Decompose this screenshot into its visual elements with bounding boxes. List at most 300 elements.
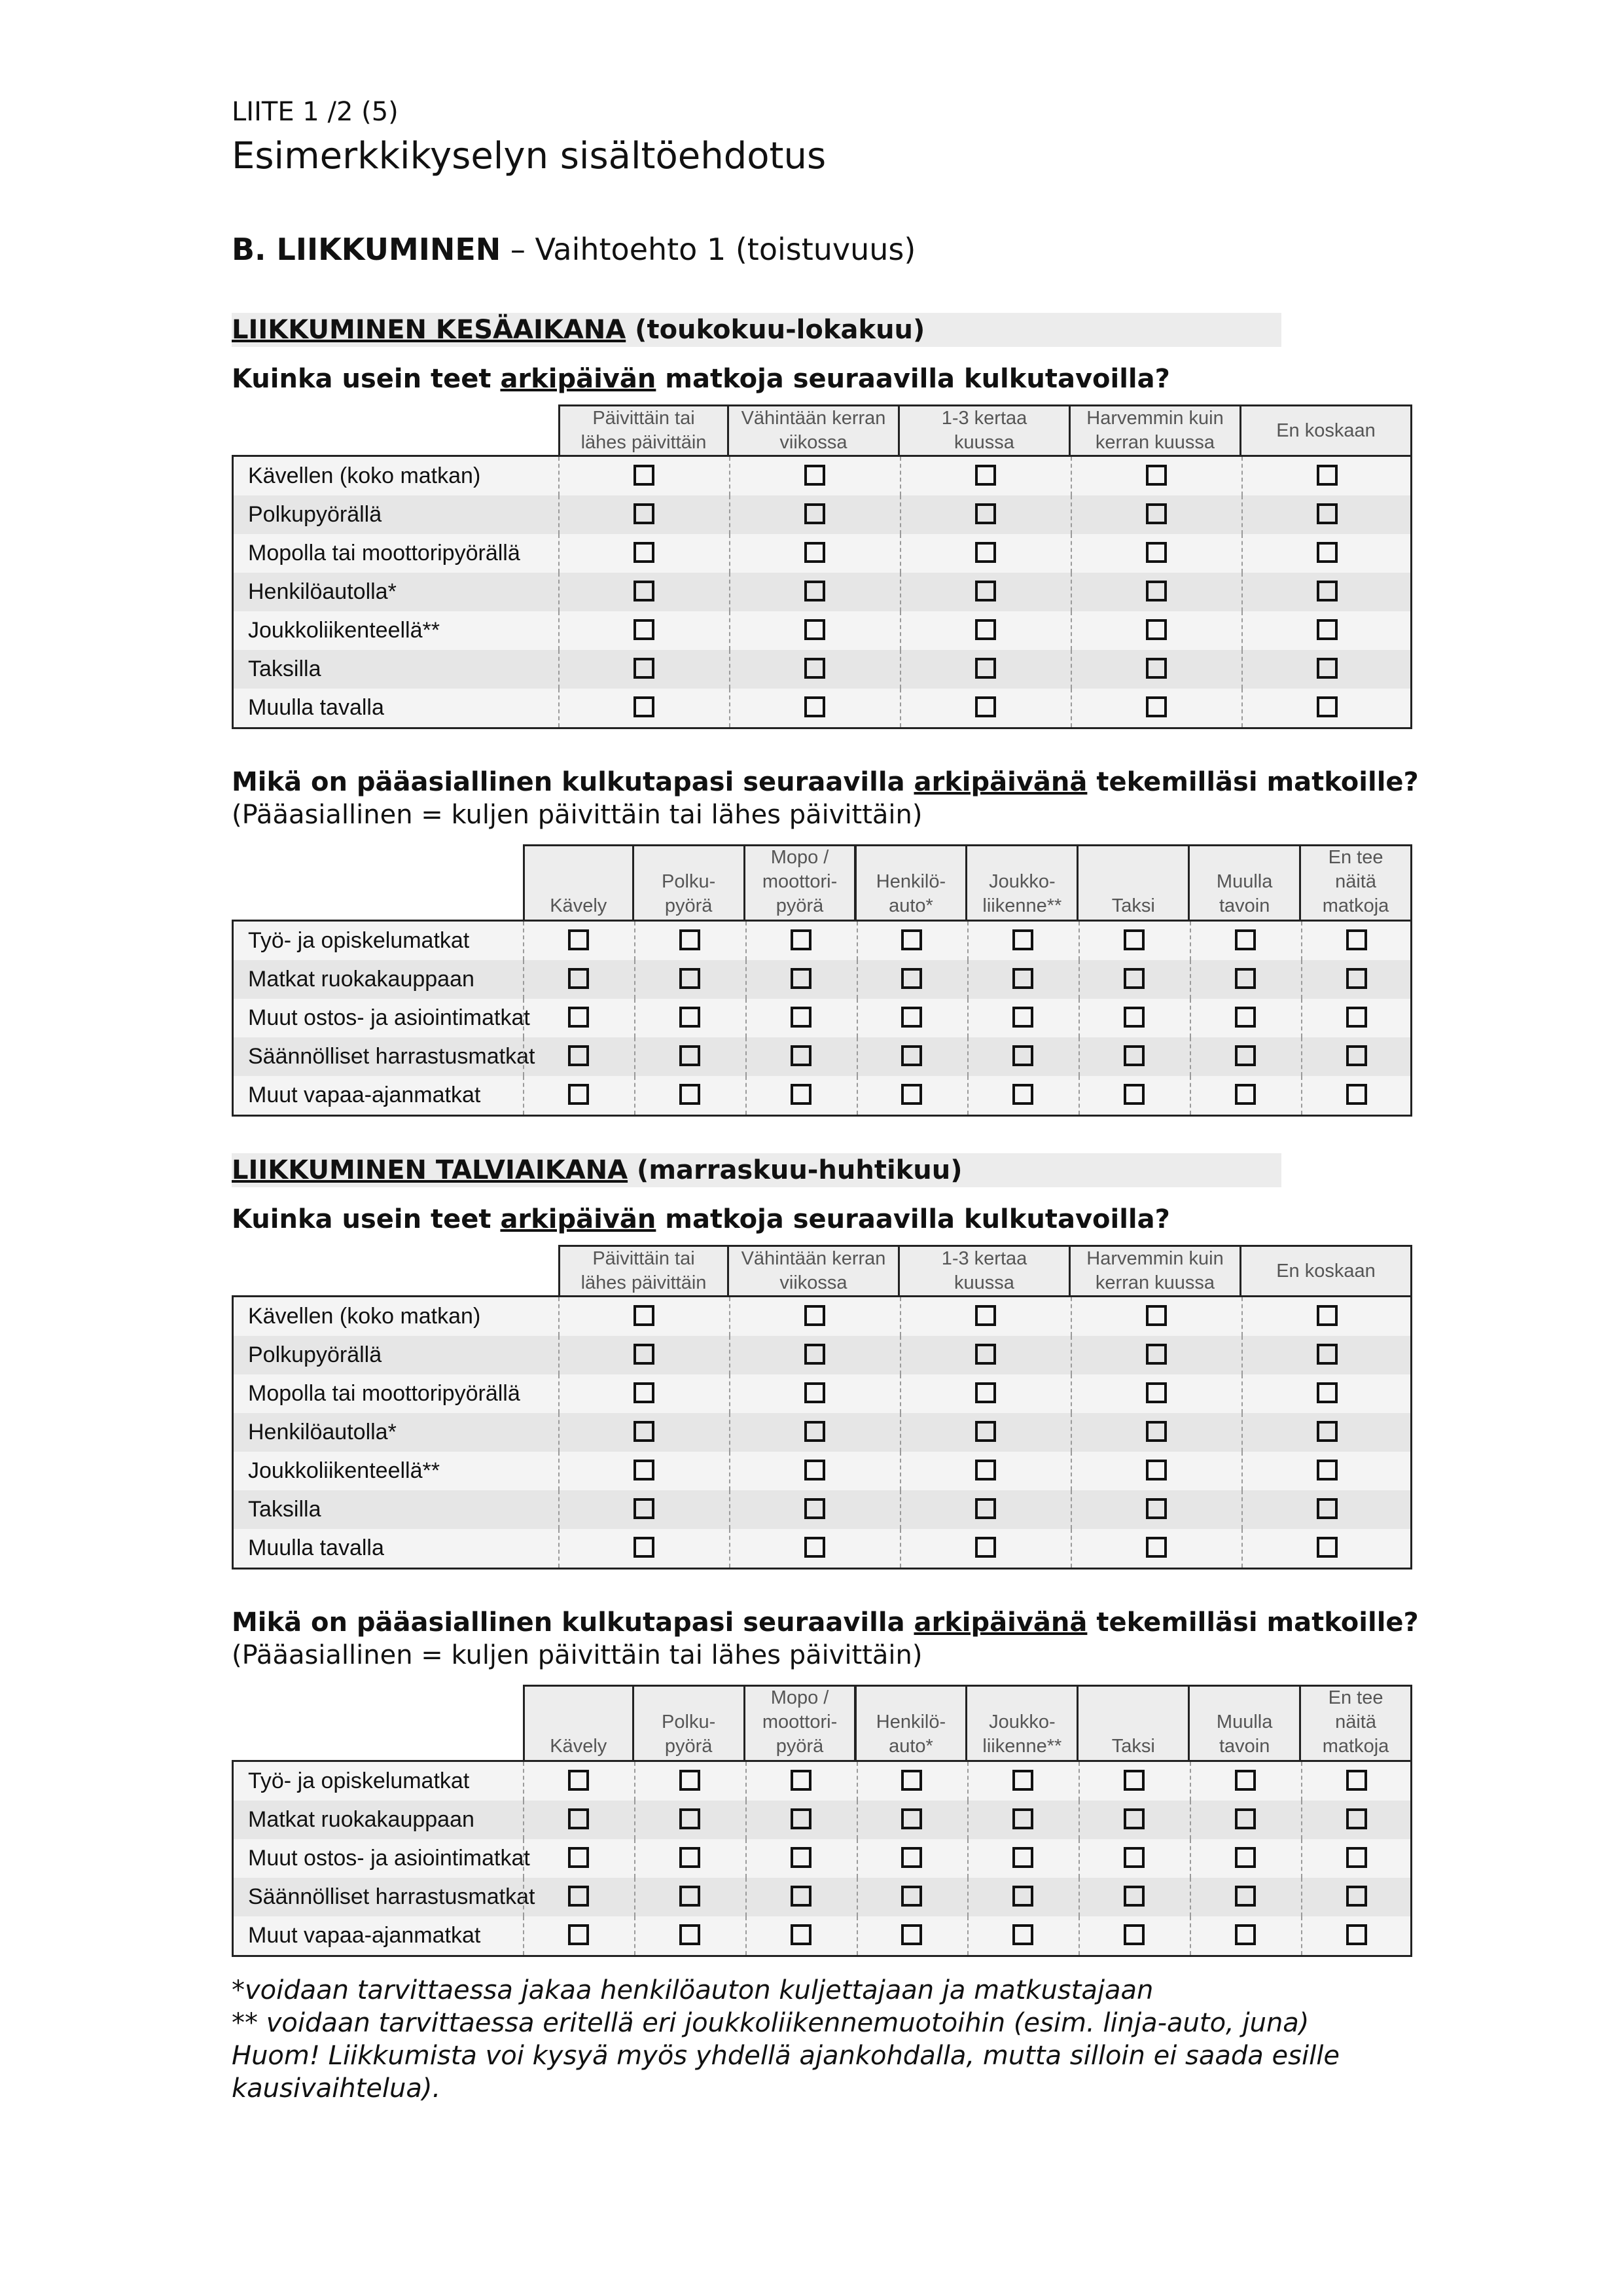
column-separator — [900, 1336, 901, 1374]
column-header — [1069, 1245, 1241, 1297]
checkbox[interactable] — [901, 1770, 922, 1791]
column-header-line: auto* — [889, 1736, 933, 1757]
column-separator — [967, 1037, 969, 1076]
checkbox[interactable] — [1012, 1084, 1033, 1105]
checkbox[interactable] — [1235, 1007, 1256, 1028]
checkbox[interactable] — [1317, 503, 1338, 524]
column-header-line: Vähintään kerran — [741, 408, 886, 429]
checkbox[interactable] — [568, 1007, 589, 1028]
column-header-line: kerran kuussa — [1095, 1272, 1215, 1293]
column-header-line: Joukko- — [989, 1712, 1056, 1732]
column-separator — [900, 1529, 901, 1568]
table-row — [234, 1336, 1410, 1374]
checkbox[interactable] — [975, 619, 996, 640]
column-separator — [1241, 495, 1243, 534]
table-row — [234, 1374, 1410, 1413]
checkbox[interactable] — [633, 658, 654, 679]
winter-question-frequency — [232, 1204, 1170, 1234]
checkbox[interactable] — [1124, 1084, 1145, 1105]
column-header-line: näitä — [1335, 1712, 1376, 1732]
checkbox[interactable] — [1012, 1847, 1033, 1868]
checkbox[interactable] — [1235, 1045, 1256, 1066]
checkbox[interactable] — [1317, 696, 1338, 717]
checkbox[interactable] — [633, 1421, 654, 1442]
column-header-line: Harvemmin kuin — [1086, 1248, 1224, 1269]
checkbox[interactable] — [901, 1045, 922, 1066]
checkbox[interactable] — [1235, 968, 1256, 989]
summer-band-main: LIIKKUMINEN KESÄAIKANA — [232, 315, 626, 345]
column-header-line: 1-3 kertaa — [941, 1248, 1027, 1269]
column-separator — [857, 1916, 858, 1955]
checkbox[interactable] — [1235, 929, 1256, 950]
column-separator — [634, 1878, 635, 1916]
column-separator — [1079, 1916, 1080, 1955]
column-header — [523, 844, 634, 922]
column-header — [1188, 844, 1301, 922]
column-header-line: näitä — [1335, 871, 1376, 892]
column-header-line: pyörä — [664, 1736, 713, 1757]
q-text: Mikä on pääasiallinen kulkutapasi seuraavilla — [232, 1607, 914, 1638]
winter-question-mode — [232, 1607, 1419, 1638]
checkbox[interactable] — [679, 968, 700, 989]
checkbox[interactable] — [568, 1924, 589, 1945]
column-separator — [967, 1878, 969, 1916]
checkbox[interactable] — [1146, 1498, 1167, 1519]
column-separator — [1301, 1878, 1302, 1916]
checkbox[interactable] — [791, 1847, 812, 1868]
checkbox[interactable] — [633, 1382, 654, 1403]
column-header-line: tavoin — [1219, 895, 1270, 916]
checkbox[interactable] — [804, 581, 825, 601]
column-header — [965, 844, 1079, 922]
checkbox[interactable] — [568, 929, 589, 950]
column-separator — [857, 1839, 858, 1878]
column-separator — [1071, 495, 1072, 534]
checkbox[interactable] — [679, 1808, 700, 1829]
checkbox[interactable] — [791, 1007, 812, 1028]
checkbox[interactable] — [1124, 1007, 1145, 1028]
row-label: Taksilla — [248, 1497, 321, 1522]
column-separator — [900, 689, 901, 727]
checkbox[interactable] — [1146, 1382, 1167, 1403]
checkbox[interactable] — [1146, 696, 1167, 717]
checkbox[interactable] — [679, 1045, 700, 1066]
checkbox[interactable] — [1146, 619, 1167, 640]
column-separator — [1190, 1801, 1191, 1839]
checkbox[interactable] — [1346, 1808, 1367, 1829]
checkbox[interactable] — [791, 929, 812, 950]
attachment-label: LIITE 1 /2 (5) — [232, 97, 399, 127]
checkbox[interactable] — [1146, 465, 1167, 486]
checkbox[interactable] — [975, 1460, 996, 1480]
column-separator — [745, 1878, 747, 1916]
table-row — [234, 922, 1410, 960]
checkbox[interactable] — [1146, 542, 1167, 563]
column-separator — [967, 922, 969, 960]
q-text: Mikä on pääasiallinen kulkutapasi seuraavilla — [232, 767, 914, 797]
checkbox[interactable] — [1317, 619, 1338, 640]
row-label: Muulla tavalla — [248, 695, 384, 720]
row-label: Matkat ruokakauppaan — [248, 967, 474, 992]
checkbox[interactable] — [1146, 1305, 1167, 1326]
checkbox[interactable] — [1317, 581, 1338, 601]
checkbox[interactable] — [1317, 465, 1338, 486]
checkbox[interactable] — [633, 503, 654, 524]
checkbox[interactable] — [791, 1924, 812, 1945]
column-header-line: kuussa — [954, 1272, 1014, 1293]
checkbox[interactable] — [568, 1084, 589, 1105]
checkbox[interactable] — [1317, 658, 1338, 679]
checkbox[interactable] — [1317, 1421, 1338, 1442]
row-label: Polkupyörällä — [248, 502, 382, 527]
checkbox[interactable] — [804, 619, 825, 640]
column-header-line: auto* — [889, 895, 933, 916]
column-separator — [857, 1801, 858, 1839]
checkbox[interactable] — [1124, 929, 1145, 950]
checkbox[interactable] — [901, 1886, 922, 1907]
column-separator — [857, 999, 858, 1037]
q-text: Kuinka usein teet — [232, 364, 501, 394]
column-separator — [1301, 960, 1302, 999]
column-header-line: matkoja — [1322, 895, 1389, 916]
checkbox[interactable] — [975, 1344, 996, 1365]
checkbox[interactable] — [901, 1924, 922, 1945]
column-separator — [1071, 1413, 1072, 1452]
table-row — [234, 1413, 1410, 1452]
checkbox[interactable] — [1146, 1421, 1167, 1442]
checkbox[interactable] — [1235, 1886, 1256, 1907]
checkbox[interactable] — [1346, 1007, 1367, 1028]
column-header-line: Kävely — [550, 895, 607, 916]
footnote-3: Huom! Liikkumista voi kysyä myös yhdellä ajankohdalla, mutta silloin ei saada esille — [232, 2041, 1340, 2071]
checkbox[interactable] — [1012, 1007, 1033, 1028]
checkbox[interactable] — [804, 1537, 825, 1558]
column-separator — [1241, 573, 1243, 611]
table-row — [234, 611, 1410, 650]
column-header — [898, 1245, 1071, 1297]
column-separator — [558, 1490, 560, 1529]
checkbox[interactable] — [633, 1460, 654, 1480]
checkbox[interactable] — [633, 1305, 654, 1326]
checkbox[interactable] — [1346, 1084, 1367, 1105]
checkbox[interactable] — [901, 929, 922, 950]
checkbox[interactable] — [975, 1382, 996, 1403]
checkbox[interactable] — [679, 1886, 700, 1907]
checkbox[interactable] — [1317, 1460, 1338, 1480]
column-separator — [967, 1762, 969, 1801]
checkbox[interactable] — [679, 1007, 700, 1028]
column-separator — [1190, 960, 1191, 999]
table-body — [232, 1295, 1412, 1570]
checkbox[interactable] — [679, 929, 700, 950]
table-row — [234, 1490, 1410, 1529]
column-separator — [900, 1297, 901, 1336]
column-separator — [634, 1076, 635, 1115]
checkbox[interactable] — [791, 968, 812, 989]
checkbox[interactable] — [804, 1382, 825, 1403]
checkbox[interactable] — [791, 1045, 812, 1066]
checkbox[interactable] — [1346, 929, 1367, 950]
summer-frequency-table — [232, 404, 1412, 729]
row-label: Muulla tavalla — [248, 1535, 384, 1560]
column-header — [743, 1685, 857, 1762]
checkbox[interactable] — [1124, 1770, 1145, 1791]
column-separator — [1079, 1878, 1080, 1916]
checkbox[interactable] — [1012, 1808, 1033, 1829]
checkbox[interactable] — [1012, 1886, 1033, 1907]
column-separator — [523, 1878, 524, 1916]
column-header-line: Mopo / — [770, 847, 829, 868]
row-label: Työ- ja opiskelumatkat — [248, 1768, 470, 1793]
column-separator — [1079, 1839, 1080, 1878]
column-separator — [1241, 611, 1243, 650]
summer-mode-table — [232, 844, 1412, 1117]
column-separator — [900, 1490, 901, 1529]
checkbox[interactable] — [1235, 1924, 1256, 1945]
q-text: tekemilläsi matkoille? — [1087, 767, 1419, 797]
checkbox[interactable] — [1235, 1808, 1256, 1829]
column-header-line: Taksi — [1111, 895, 1155, 916]
checkbox[interactable] — [633, 542, 654, 563]
checkbox[interactable] — [1146, 1344, 1167, 1365]
checkbox[interactable] — [804, 503, 825, 524]
table-row — [234, 1452, 1410, 1490]
checkbox[interactable] — [568, 968, 589, 989]
footnote-2: ** voidaan tarvittaessa eritellä eri joukkoliikennemuotoihin (esim. linja-auto, juna) — [232, 2008, 1310, 2038]
checkbox[interactable] — [1146, 1460, 1167, 1480]
checkbox[interactable] — [975, 1498, 996, 1519]
checkbox[interactable] — [568, 1808, 589, 1829]
checkbox[interactable] — [1012, 1045, 1033, 1066]
column-separator — [857, 1878, 858, 1916]
column-separator — [967, 1801, 969, 1839]
checkbox[interactable] — [1346, 1045, 1367, 1066]
checkbox[interactable] — [1012, 929, 1033, 950]
column-separator — [967, 1839, 969, 1878]
checkbox[interactable] — [1012, 968, 1033, 989]
column-separator — [558, 457, 560, 495]
checkbox[interactable] — [633, 1498, 654, 1519]
column-header-line: pyörä — [776, 1736, 824, 1757]
column-separator — [900, 495, 901, 534]
column-separator — [523, 1839, 524, 1878]
checkbox[interactable] — [975, 542, 996, 563]
row-label: Muut vapaa-ajanmatkat — [248, 1083, 481, 1107]
column-header-line: Harvemmin kuin — [1086, 408, 1224, 429]
column-header — [898, 404, 1071, 457]
row-label: Kävellen (koko matkan) — [248, 463, 481, 488]
checkbox[interactable] — [1317, 1305, 1338, 1326]
table-row — [234, 457, 1410, 495]
checkbox[interactable] — [804, 542, 825, 563]
checkbox[interactable] — [975, 503, 996, 524]
checkbox[interactable] — [804, 696, 825, 717]
checkbox[interactable] — [804, 1305, 825, 1326]
checkbox[interactable] — [1346, 1924, 1367, 1945]
column-separator — [1071, 650, 1072, 689]
checkbox[interactable] — [1317, 542, 1338, 563]
column-separator — [634, 1839, 635, 1878]
column-separator — [900, 1413, 901, 1452]
checkbox[interactable] — [1317, 1537, 1338, 1558]
checkbox[interactable] — [804, 1421, 825, 1442]
checkbox[interactable] — [1012, 1770, 1033, 1791]
column-header-line: Henkilö- — [876, 871, 946, 892]
checkbox[interactable] — [1235, 1770, 1256, 1791]
checkbox[interactable] — [633, 1344, 654, 1365]
column-separator — [745, 1801, 747, 1839]
column-separator — [1301, 1762, 1302, 1801]
checkbox[interactable] — [1346, 1770, 1367, 1791]
column-separator — [1190, 1076, 1191, 1115]
checkbox[interactable] — [901, 1808, 922, 1829]
checkbox[interactable] — [1146, 503, 1167, 524]
column-header — [632, 844, 745, 922]
checkbox[interactable] — [804, 658, 825, 679]
checkbox[interactable] — [901, 968, 922, 989]
checkbox[interactable] — [679, 1084, 700, 1105]
checkbox[interactable] — [679, 1924, 700, 1945]
column-header-line: Polku- — [662, 1712, 716, 1732]
checkbox[interactable] — [633, 619, 654, 640]
summer-band — [232, 313, 1281, 347]
column-separator — [1190, 1839, 1191, 1878]
checkbox[interactable] — [1124, 968, 1145, 989]
checkbox[interactable] — [1317, 1382, 1338, 1403]
checkbox[interactable] — [1235, 1084, 1256, 1105]
checkbox[interactable] — [633, 696, 654, 717]
checkbox[interactable] — [804, 1460, 825, 1480]
checkbox[interactable] — [975, 465, 996, 486]
column-header-line: viikossa — [779, 1272, 847, 1293]
column-separator — [745, 1839, 747, 1878]
column-header-line: moottori- — [762, 1712, 838, 1732]
checkbox[interactable] — [568, 1847, 589, 1868]
column-separator — [857, 960, 858, 999]
column-separator — [558, 534, 560, 573]
checkbox[interactable] — [1124, 1886, 1145, 1907]
checkbox[interactable] — [975, 658, 996, 679]
column-separator — [967, 1916, 969, 1955]
column-separator — [1241, 1413, 1243, 1452]
column-header-line: liikenne** — [982, 1736, 1062, 1757]
column-separator — [1241, 1529, 1243, 1568]
checkbox[interactable] — [1346, 1886, 1367, 1907]
checkbox[interactable] — [975, 1305, 996, 1326]
checkbox[interactable] — [568, 1045, 589, 1066]
column-header — [1077, 844, 1190, 922]
checkbox[interactable] — [1124, 1847, 1145, 1868]
column-separator — [1190, 1037, 1191, 1076]
column-separator — [1071, 457, 1072, 495]
column-separator — [1079, 1037, 1080, 1076]
checkbox[interactable] — [1146, 581, 1167, 601]
checkbox[interactable] — [1346, 1847, 1367, 1868]
checkbox[interactable] — [975, 581, 996, 601]
checkbox[interactable] — [1146, 658, 1167, 679]
column-separator — [729, 534, 730, 573]
column-separator — [634, 922, 635, 960]
checkbox[interactable] — [804, 1498, 825, 1519]
table-row — [234, 1297, 1410, 1336]
column-header — [1069, 404, 1241, 457]
column-separator — [1301, 1801, 1302, 1839]
checkbox[interactable] — [1124, 1045, 1145, 1066]
checkbox[interactable] — [1124, 1808, 1145, 1829]
checkbox[interactable] — [568, 1770, 589, 1791]
checkbox[interactable] — [791, 1808, 812, 1829]
checkbox[interactable] — [679, 1770, 700, 1791]
column-separator — [857, 1076, 858, 1115]
row-label: Henkilöautolla* — [248, 1420, 397, 1444]
column-separator — [634, 1801, 635, 1839]
column-separator — [634, 960, 635, 999]
column-separator — [729, 457, 730, 495]
checkbox[interactable] — [804, 1344, 825, 1365]
column-separator — [1241, 1336, 1243, 1374]
table-row — [234, 573, 1410, 611]
checkbox[interactable] — [1124, 1924, 1145, 1945]
checkbox[interactable] — [633, 581, 654, 601]
column-header-line: Vähintään kerran — [741, 1248, 886, 1269]
checkbox[interactable] — [1346, 968, 1367, 989]
column-header-line: Päivittäin tai — [592, 1248, 695, 1269]
column-separator — [857, 1037, 858, 1076]
column-separator — [900, 534, 901, 573]
checkbox[interactable] — [975, 1537, 996, 1558]
checkbox[interactable] — [791, 1886, 812, 1907]
checkbox[interactable] — [975, 1421, 996, 1442]
checkbox[interactable] — [1235, 1847, 1256, 1868]
table-row — [234, 1076, 1410, 1115]
column-separator — [745, 1037, 747, 1076]
column-separator — [729, 689, 730, 727]
checkbox[interactable] — [633, 1537, 654, 1558]
checkbox[interactable] — [1012, 1924, 1033, 1945]
checkbox[interactable] — [633, 465, 654, 486]
column-separator — [900, 1374, 901, 1413]
checkbox[interactable] — [568, 1886, 589, 1907]
checkbox[interactable] — [791, 1084, 812, 1105]
checkbox[interactable] — [901, 1084, 922, 1105]
checkbox[interactable] — [975, 696, 996, 717]
column-separator — [900, 457, 901, 495]
checkbox[interactable] — [804, 465, 825, 486]
column-header-line: Muulla — [1216, 871, 1273, 892]
winter-band — [232, 1153, 1281, 1187]
column-header-line: kuussa — [954, 432, 1014, 453]
checkbox[interactable] — [901, 1847, 922, 1868]
column-separator — [745, 1916, 747, 1955]
column-separator — [900, 573, 901, 611]
checkbox[interactable] — [1317, 1498, 1338, 1519]
checkbox[interactable] — [901, 1007, 922, 1028]
q-text: Kuinka usein teet — [232, 1204, 501, 1234]
checkbox[interactable] — [679, 1847, 700, 1868]
column-separator — [1190, 922, 1191, 960]
column-header — [1240, 404, 1412, 457]
checkbox[interactable] — [1317, 1344, 1338, 1365]
column-separator — [523, 1916, 524, 1955]
column-separator — [745, 1076, 747, 1115]
column-header-line: lähes päivittäin — [580, 1272, 707, 1293]
checkbox[interactable] — [791, 1770, 812, 1791]
table-row — [234, 960, 1410, 999]
column-separator — [745, 922, 747, 960]
q-underlined: arkipäivänä — [914, 1607, 1088, 1638]
checkbox[interactable] — [1146, 1537, 1167, 1558]
column-header-line: pyörä — [664, 895, 713, 916]
